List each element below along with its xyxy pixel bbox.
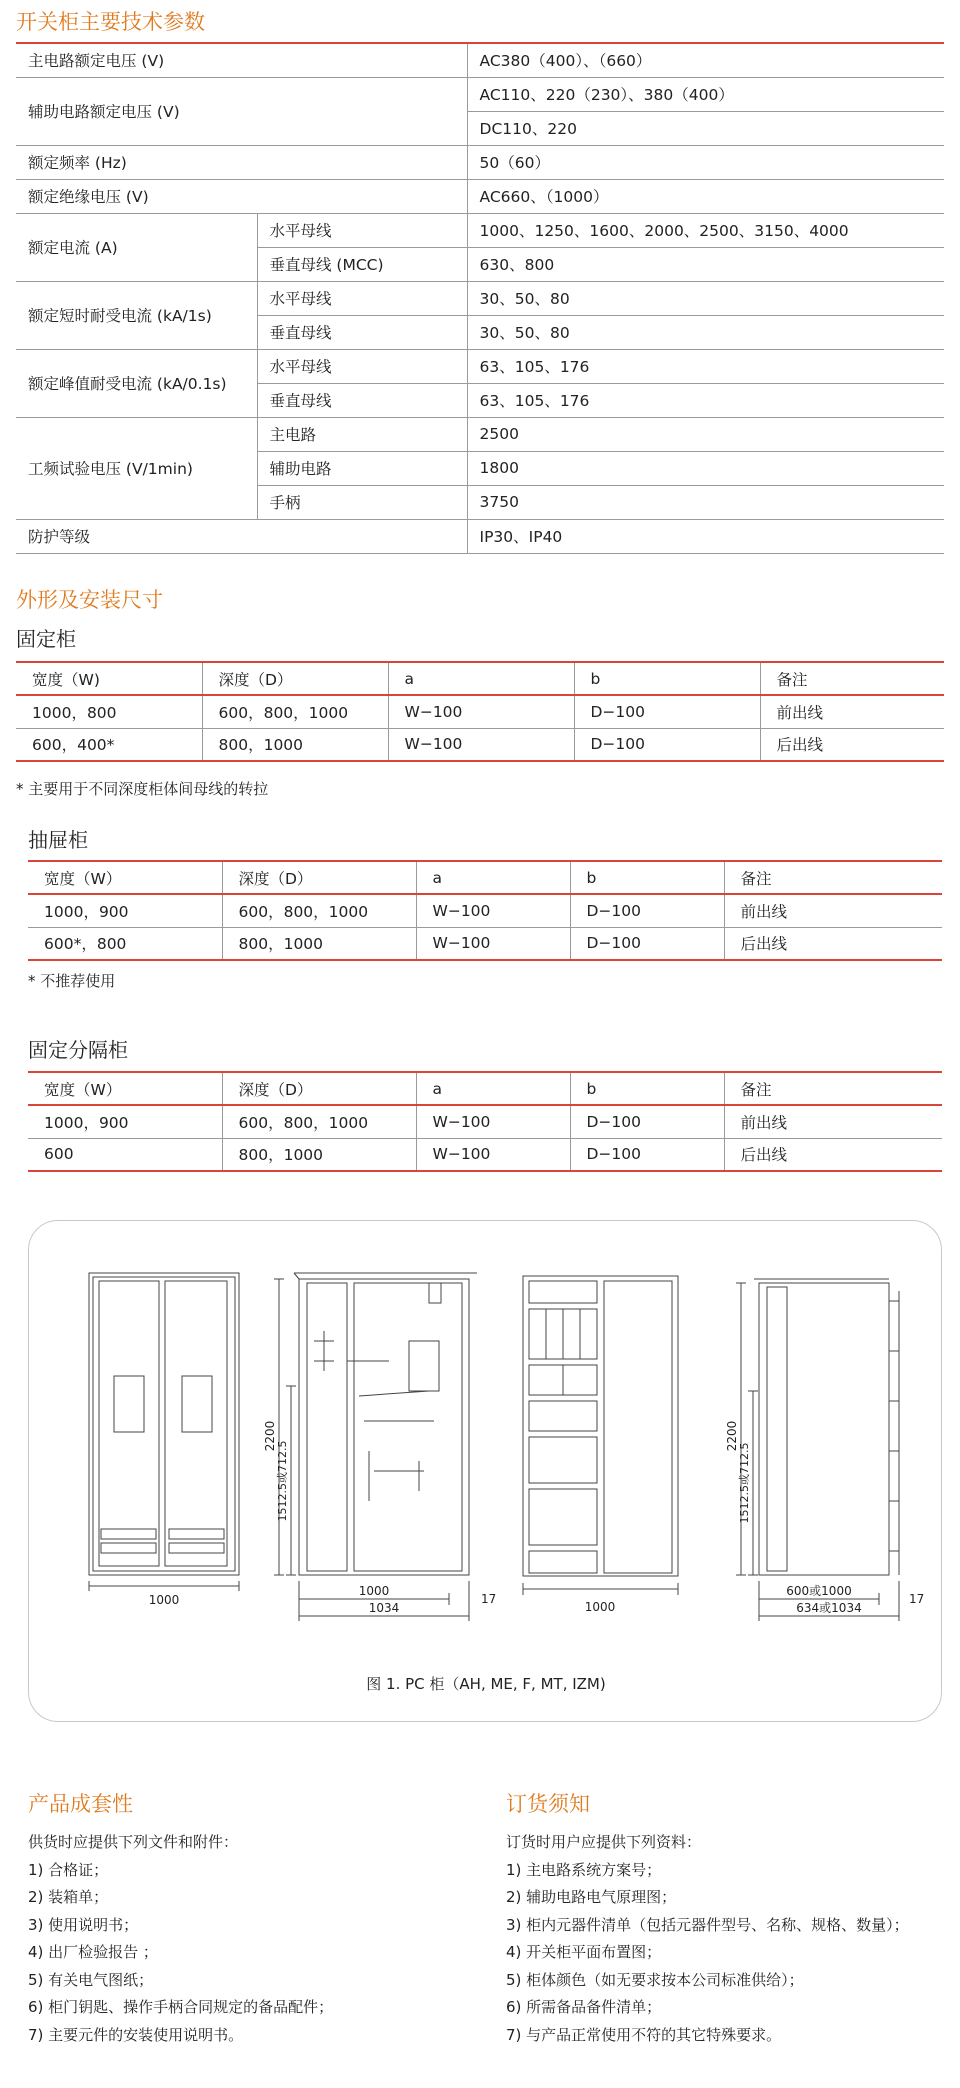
order-lead: 订货时用户应提供下列资料：	[506, 1833, 702, 1851]
table-row	[28, 1105, 942, 1138]
table-cell: 后出线	[760, 728, 944, 761]
table-cell: 800，1000	[222, 1138, 416, 1171]
table-cell: 后出线	[724, 927, 942, 960]
table-cell: 800，1000	[202, 728, 388, 761]
table-cell: 600，800，1000	[202, 695, 388, 728]
table-cell: D−100	[574, 728, 760, 761]
table-row	[28, 927, 942, 960]
spec-value: 63、105、176	[467, 349, 944, 383]
drawer-view-drawing	[523, 1276, 678, 1595]
table-cell: W−100	[388, 728, 574, 761]
table-cell: 600*，800	[28, 927, 222, 960]
table-header-row	[16, 662, 944, 695]
dim-right-gap: 17	[909, 1592, 925, 1606]
cabinet-drawings	[29, 1221, 943, 1661]
table-cell: W−100	[388, 695, 574, 728]
spec-value: 30、50、80	[467, 281, 944, 315]
spec-label: 额定电流 (A)	[16, 213, 257, 281]
list-item: 3) 使用说明书；	[28, 1915, 139, 1934]
dim-front-width: 1000	[148, 1593, 180, 1607]
column-header: b	[574, 662, 760, 695]
spec-value: 50（60）	[467, 145, 944, 179]
figure-caption: 图 1. PC 柜（AH, ME, F, MT, IZM)	[366, 1675, 606, 1693]
table-cell: 前出线	[724, 1105, 942, 1138]
spec-sublabel: 水平母线	[257, 281, 467, 315]
spec-label: 额定频率 (Hz)	[16, 145, 467, 179]
dim-right-inner: 600或1000	[786, 1584, 852, 1598]
spec-sublabel: 水平母线	[257, 213, 467, 247]
list-item: 3) 柜内元器件清单（包括元器件型号、名称、规格、数量）；	[506, 1915, 909, 1934]
drawer-cabinet-title: 抽屉柜	[28, 828, 88, 852]
list-item: 6) 柜门钥匙、操作手柄合同规定的备品配件；	[28, 1998, 334, 2016]
spec-value: 2500	[467, 417, 944, 451]
table-cell: 600	[28, 1138, 222, 1171]
spec-value: 1000、1250、1600、2000、2500、3150、4000	[467, 213, 944, 247]
table-row	[16, 349, 944, 383]
table-row	[16, 695, 944, 728]
table-cell: 800，1000	[222, 927, 416, 960]
side-view-drawing	[274, 1273, 477, 1621]
column-header: 深度（D）	[222, 1072, 416, 1105]
table-cell: D−100	[570, 1138, 724, 1171]
drawer-cabinet-note: * 不推荐使用	[28, 972, 116, 990]
spec-sublabel: 手柄	[257, 485, 467, 519]
table-cell: W−100	[416, 927, 570, 960]
list-item: 6) 所需备品备件清单；	[506, 1998, 662, 2016]
table-cell: 1000，900	[28, 894, 222, 927]
dim-side-inner: 1000	[358, 1584, 390, 1598]
column-header: 备注	[724, 1072, 942, 1105]
list-item: 2) 装箱单；	[28, 1888, 109, 1906]
table-cell: 1000，800	[16, 695, 202, 728]
dimension-section-title: 外形及安装尺寸	[16, 588, 163, 612]
table-cell: D−100	[570, 1105, 724, 1138]
table-cell: 1000，900	[28, 1105, 222, 1138]
spec-value: IP30、IP40	[467, 519, 944, 553]
table-cell: 600，800，1000	[222, 1105, 416, 1138]
list-item: 1) 合格证；	[28, 1860, 109, 1879]
cabinet-drawing-figure	[28, 1220, 942, 1722]
fixed-separated-cabinet-title: 固定分隔柜	[28, 1038, 128, 1062]
list-item: 5) 柜体颜色（如无要求按本公司标准供给）；	[506, 1970, 804, 1989]
spec-value: AC110、220（230）、380（400）	[467, 77, 944, 111]
dim-right-height: 2200	[725, 1420, 739, 1452]
dim-right-total: 634或1034	[796, 1601, 862, 1615]
spec-label: 额定峰值耐受电流 (kA/0.1s)	[16, 349, 257, 417]
spec-value: AC660、（1000）	[467, 179, 944, 213]
table-cell: D−100	[570, 894, 724, 927]
spec-label: 主电路额定电压 (V)	[16, 43, 467, 77]
spec-value: 3750	[467, 485, 944, 519]
spec-table	[16, 42, 944, 554]
right-side-view-drawing	[736, 1279, 899, 1621]
spec-sublabel: 主电路	[257, 417, 467, 451]
front-view-drawing	[89, 1273, 239, 1591]
spec-value: 30、50、80	[467, 315, 944, 349]
order-section-title: 订货须知	[506, 1792, 590, 1816]
table-cell: D−100	[574, 695, 760, 728]
dim-drawer-width: 1000	[584, 1600, 616, 1614]
spec-value: 1800	[467, 451, 944, 485]
spec-label: 辅助电路额定电压 (V)	[16, 77, 467, 145]
spec-sublabel: 垂直母线	[257, 383, 467, 417]
table-row	[28, 894, 942, 927]
table-row	[16, 519, 944, 553]
spec-label: 额定绝缘电压 (V)	[16, 179, 467, 213]
column-header: b	[570, 861, 724, 894]
column-header: 宽度（W）	[28, 1072, 222, 1105]
spec-label: 防护等级	[16, 519, 467, 553]
list-item: 5) 有关电气图纸；	[28, 1970, 154, 1989]
table-row	[16, 417, 944, 451]
table-row	[16, 145, 944, 179]
column-header: a	[416, 1072, 570, 1105]
table-row	[16, 77, 944, 111]
table-row	[28, 1138, 942, 1171]
spec-sublabel: 垂直母线	[257, 315, 467, 349]
drawer-cabinet-table	[28, 860, 942, 961]
column-header: a	[388, 662, 574, 695]
column-header: a	[416, 861, 570, 894]
spec-sublabel: 水平母线	[257, 349, 467, 383]
table-cell: W−100	[416, 1138, 570, 1171]
table-cell: D−100	[570, 927, 724, 960]
table-row	[16, 728, 944, 761]
column-header: 宽度（W）	[28, 861, 222, 894]
table-row	[16, 281, 944, 315]
column-header: 备注	[760, 662, 944, 695]
list-item: 2) 辅助电路电气原理图；	[506, 1888, 677, 1906]
table-header-row	[28, 861, 942, 894]
spec-value: DC110、220	[467, 111, 944, 145]
table-cell: W−100	[416, 894, 570, 927]
dim-right-sub-height: 1512.5或712.5	[738, 1442, 751, 1524]
list-item: 7) 主要元件的安装使用说明书。	[28, 2025, 244, 2044]
dim-side-total: 1034	[368, 1601, 400, 1615]
table-cell: 600，400*	[16, 728, 202, 761]
package-section-title: 产品成套性	[28, 1792, 133, 1816]
column-header: 备注	[724, 861, 942, 894]
list-item: 4) 开关柜平面布置图；	[506, 1943, 662, 1961]
fixed-separated-cabinet-table	[28, 1071, 942, 1172]
table-cell: W−100	[416, 1105, 570, 1138]
spec-label: 额定短时耐受电流 (kA/1s)	[16, 281, 257, 349]
list-item: 4) 出厂检验报告 ；	[28, 1943, 158, 1961]
dim-side-height: 2200	[263, 1420, 277, 1452]
dim-side-gap: 17	[481, 1592, 497, 1606]
column-header: b	[570, 1072, 724, 1105]
fixed-cabinet-title: 固定柜	[16, 627, 76, 651]
table-cell: 前出线	[724, 894, 942, 927]
spec-label: 工频试验电压 (V/1min)	[16, 417, 257, 519]
column-header: 宽度（W)	[16, 662, 202, 695]
spec-sublabel: 垂直母线 (MCC)	[257, 247, 467, 281]
fixed-cabinet-table	[16, 661, 944, 762]
table-cell: 后出线	[724, 1138, 942, 1171]
spec-value: AC380（400）、（660）	[467, 43, 944, 77]
list-item: 1) 主电路系统方案号；	[506, 1860, 662, 1879]
spec-value: 630、800	[467, 247, 944, 281]
table-cell: 前出线	[760, 695, 944, 728]
package-list	[28, 1829, 478, 2049]
spec-sublabel: 辅助电路	[257, 451, 467, 485]
package-lead: 供货时应提供下列文件和附件：	[28, 1833, 239, 1851]
column-header: 深度（D）	[202, 662, 388, 695]
table-cell: 600，800，1000	[222, 894, 416, 927]
fixed-cabinet-note: * 主要用于不同深度柜体间母线的转拉	[16, 780, 269, 798]
column-header: 深度（D）	[222, 861, 416, 894]
table-row	[16, 179, 944, 213]
order-list	[506, 1829, 956, 2049]
list-item: 7) 与产品正常使用不符的其它特殊要求。	[506, 2025, 782, 2044]
table-row	[16, 213, 944, 247]
spec-section-title: 开关柜主要技术参数	[16, 10, 205, 34]
table-row	[16, 43, 944, 77]
table-header-row	[28, 1072, 942, 1105]
dim-side-sub-height: 1512.5或712.5	[276, 1440, 289, 1522]
spec-value: 63、105、176	[467, 383, 944, 417]
